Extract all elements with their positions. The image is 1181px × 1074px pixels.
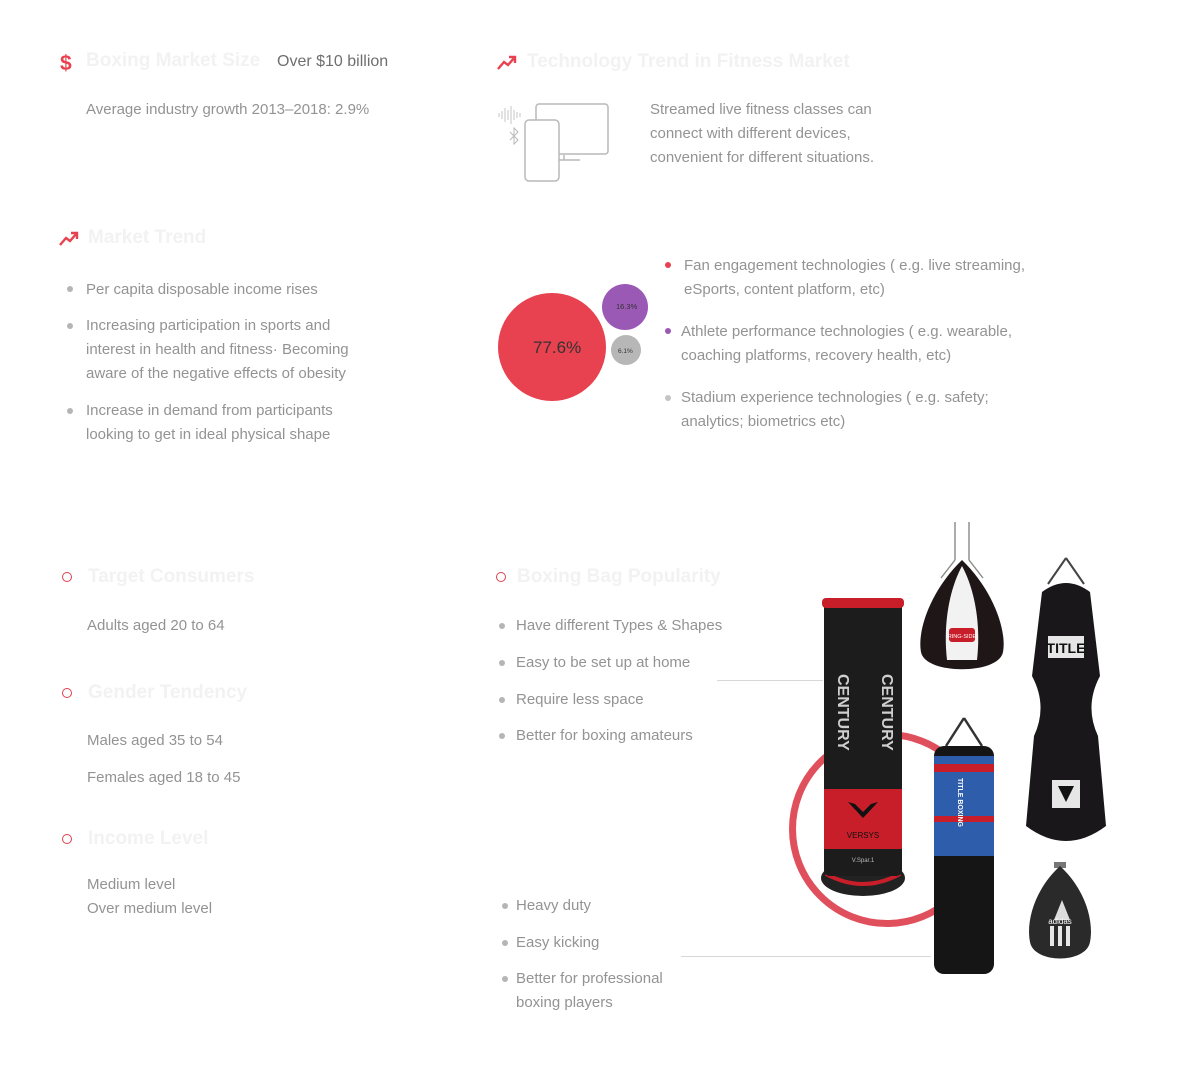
income-line: Medium level <box>87 876 176 893</box>
product-brand-label: VERSYS <box>846 831 880 840</box>
product-brand-label: CENTURY <box>834 674 851 751</box>
legend-label: Athlete performance technologies ( e.g. wearable, <box>681 323 1013 340</box>
trend-up-icon <box>497 55 517 71</box>
heavy-bag-image <box>928 716 1000 986</box>
bullet-dot <box>502 903 508 909</box>
market-trend-item-line: Increase in demand from participants <box>86 402 333 419</box>
target-consumers-text: Adults aged 20 to 64 <box>87 617 225 634</box>
teardrop-bag-image <box>915 520 1009 684</box>
bullet-dot <box>67 408 73 414</box>
market-trend-item-line: aware of the negative effects of obesity <box>86 365 346 382</box>
speed-bag-image <box>1024 860 1096 970</box>
bag-feature: Easy kicking <box>516 934 600 951</box>
market-trend-item-line: looking to get in ideal physical shape <box>86 426 331 443</box>
tech-desc-line: Streamed live fitness classes can <box>650 101 872 118</box>
bullet-dot <box>67 286 73 292</box>
gender-line: Males aged 35 to 54 <box>87 732 223 749</box>
bubble-label: 77.6% <box>533 338 582 357</box>
bubble-chart <box>490 275 660 410</box>
gender-line: Females aged 18 to 45 <box>87 769 241 786</box>
bag-feature: Require less space <box>516 691 644 708</box>
income-level-title: Income Level <box>88 828 209 849</box>
legend-label: Fan engagement technologies ( e.g. live streaming, <box>684 257 1026 274</box>
section-ring-icon <box>496 572 506 582</box>
dollar-icon: $ <box>60 52 72 75</box>
connector-line <box>681 956 931 957</box>
income-line: Over medium level <box>87 900 213 917</box>
legend-label: Stadium experience technologies ( e.g. safety; <box>681 389 989 406</box>
legend-label: eSports, content platform, etc) <box>684 281 885 298</box>
product-brand-label: CENTURY <box>878 674 895 751</box>
market-trend-item: Per capita disposable income rises <box>86 281 318 298</box>
bag-popularity-title: Boxing Bag Popularity <box>517 566 721 587</box>
legend-marker <box>665 328 671 334</box>
bullet-dot <box>499 733 505 739</box>
bubble-label: 6.1% <box>618 348 633 355</box>
product-brand-label: TITLE <box>1046 640 1086 656</box>
bag-feature: Have different Types & Shapes <box>516 617 723 634</box>
product-brand-label: RING-SIDE <box>947 634 977 640</box>
trend-up-icon <box>59 231 79 247</box>
target-consumers-title: Target Consumers <box>88 566 255 587</box>
product-model-label: V.Spar.1 <box>851 858 875 864</box>
section-ring-icon <box>62 834 72 844</box>
bullet-dot <box>67 323 73 329</box>
bullet-dot <box>499 660 505 666</box>
market-size-value: Over $10 billion <box>277 53 389 70</box>
gender-tendency-title: Gender Tendency <box>88 682 248 703</box>
bullet-dot <box>502 976 508 982</box>
bag-feature: Better for boxing amateurs <box>516 727 693 744</box>
section-ring-icon <box>62 688 72 698</box>
legend-marker <box>665 395 671 401</box>
bag-feature: boxing players <box>516 994 613 1011</box>
market-trend-item-line: interest in health and fitness· Becoming <box>86 341 349 358</box>
body-bag-image <box>1020 556 1112 854</box>
tech-trend-title: Technology Trend in Fitness Market <box>527 51 850 72</box>
bullet-dot <box>499 623 505 629</box>
bag-feature: Heavy duty <box>516 897 592 914</box>
bag-feature: Better for professional <box>516 970 663 987</box>
legend-marker <box>665 262 671 268</box>
market-growth-text: Average industry growth 2013–2018: 2.9% <box>86 101 370 118</box>
tech-desc-line: connect with different devices, <box>650 125 851 142</box>
bullet-dot <box>502 940 508 946</box>
legend-label: analytics; biometrics etc) <box>681 413 846 430</box>
freestanding-bag-image <box>816 594 910 900</box>
bag-feature: Easy to be set up at home <box>516 654 691 671</box>
market-trend-title: Market Trend <box>88 227 207 248</box>
product-brand-label: adidas <box>1048 917 1072 926</box>
legend-label: coaching platforms, recovery health, etc) <box>681 347 952 364</box>
tech-desc-line: convenient for different situations. <box>650 149 875 166</box>
devices-icon <box>496 100 614 191</box>
market-size-title: Boxing Market Size <box>86 50 261 71</box>
section-ring-icon <box>62 572 72 582</box>
market-trend-item-line: Increasing participation in sports and <box>86 317 331 334</box>
connector-line <box>717 680 823 681</box>
product-brand-label: TITLE BOXING <box>956 778 963 827</box>
bullet-dot <box>499 697 505 703</box>
bubble-label: 16.3% <box>616 302 638 311</box>
